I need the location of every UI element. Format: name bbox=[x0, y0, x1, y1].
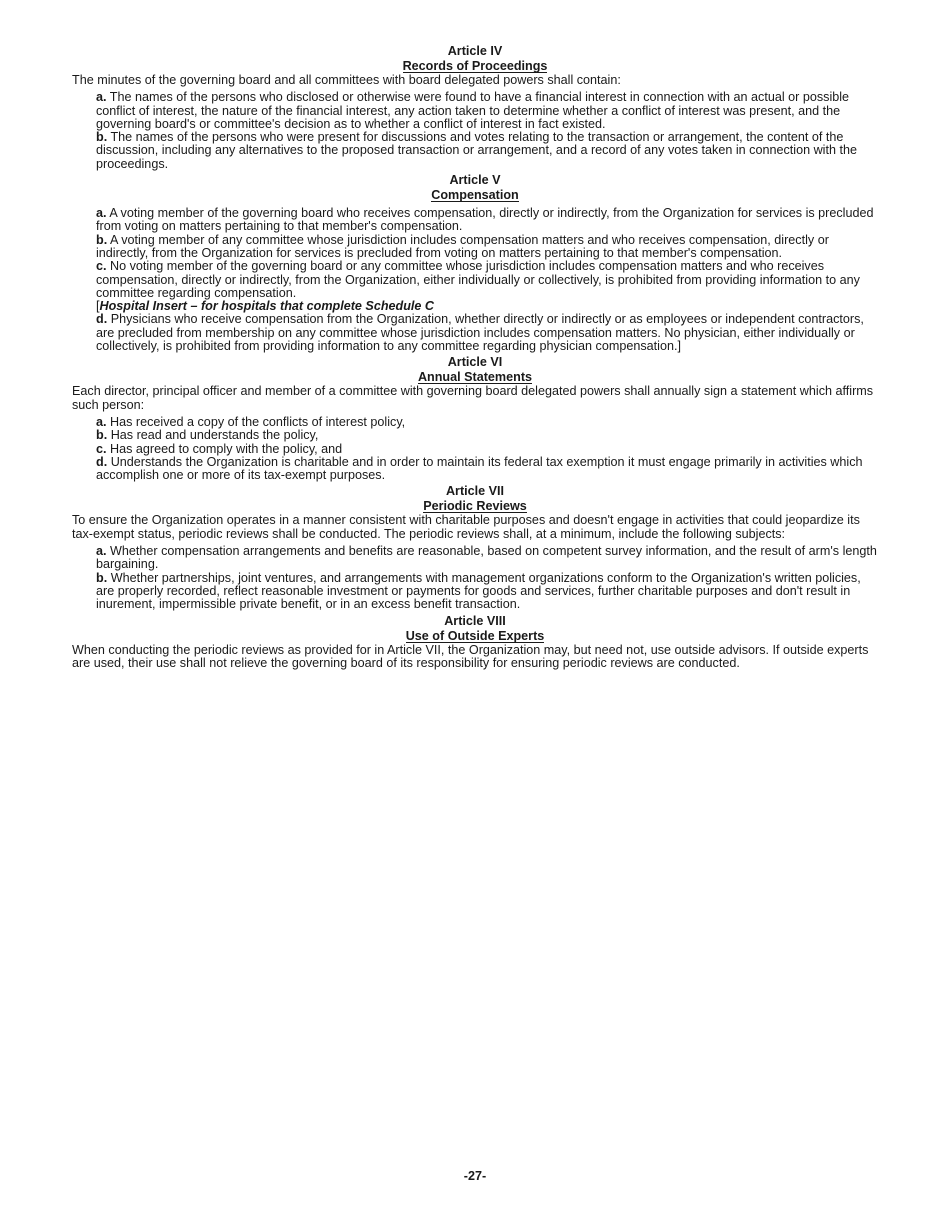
item-label: c. bbox=[96, 441, 107, 456]
list-item bbox=[96, 207, 878, 234]
item-text: Physicians who receive compensation from the Organization, whether directly or indirectly or as employees or independent contractors, are precluded from membership on any committee whose jurisdiction includes compensation matters. No physician, either individually or collectively, is prohibited from providing information to any committee regarding physician compensation.] bbox=[96, 312, 864, 354]
article-subtitle: Periodic Reviews bbox=[423, 499, 527, 514]
item-text: The names of the persons who were present for discussions and votes relating to the transaction or arrangement, the content of the discussion, including any alternatives to the proposed transaction or arrangement, and a record of any votes taken in connection with the proceedings. bbox=[96, 130, 857, 171]
item-text: The names of the persons who disclosed or otherwise were found to have a financial interest in connection with an actual or possible conflict of interest, the nature of the financial interest, any action taken to determine whether a conflict of interest was present, and the governing board's or committee's decision as to whether a conflict of interest in fact existed. bbox=[96, 90, 850, 131]
item-label: b. bbox=[96, 232, 108, 247]
article-v bbox=[72, 173, 878, 353]
article-iv bbox=[72, 44, 878, 171]
item-text: A voting member of the governing board who receives compensation, directly or indirectly, from the Organization for services is precluded from voting on matters pertaining to that member's compensation. bbox=[96, 206, 874, 234]
document-page bbox=[72, 44, 878, 670]
article-subtitle: Records of Proceedings bbox=[402, 59, 548, 73]
item-label: a. bbox=[96, 544, 107, 559]
item-label: a. bbox=[96, 414, 107, 429]
article-intro: Each director, principal officer and member of a committee with governing board delegated powers shall annually sign a statement which affirms such person: bbox=[72, 384, 874, 412]
article-intro: When conducting the periodic reviews as provided for in Article VII, the Organization may, but need not, use outside advisors. If outside experts are used, their use shall not relieve the governing board of its responsibility for ensuring periodic reviews are conducted. bbox=[72, 642, 869, 670]
list-item bbox=[96, 545, 878, 572]
list-item bbox=[96, 456, 878, 483]
list-item bbox=[96, 429, 878, 442]
item-text: Whether partnerships, joint ventures, and arrangements with management organizations conform to the Organization's written policies, are properly recorded, reflect reasonable investment or payments for goods and services, further charitable purposes and don't result in inurement, impermissible private benefit, or in an excess benefit transaction. bbox=[96, 570, 861, 612]
article-list bbox=[96, 416, 878, 482]
item-label: d. bbox=[96, 312, 108, 327]
item-label: b. bbox=[96, 428, 108, 443]
item-text: Has read and understands the policy, bbox=[107, 428, 319, 443]
item-label: a. bbox=[96, 90, 107, 105]
item-text: Has received a copy of the conflicts of interest policy, bbox=[106, 414, 406, 429]
article-title: Article VII bbox=[445, 484, 505, 499]
article-viii bbox=[72, 614, 878, 671]
article-intro: To ensure the Organization operates in a manner consistent with charitable purposes and doesn't engage in activities that could jeopardize its tax-exempt status, periodic reviews shall be conducted. The periodic reviews shall, at a minimum, include the following subjects: bbox=[72, 513, 860, 541]
article-title: Article IV bbox=[447, 44, 503, 58]
item-text: A voting member of any committee whose jurisdiction includes compensation matters and who receives compensation, directly or indirectly, from the Organization for services is precluded from voting on matters pertaining to that member's compensation. bbox=[96, 232, 829, 260]
article-title: Article V bbox=[449, 173, 501, 188]
article-subtitle: Compensation bbox=[431, 188, 519, 203]
list-item bbox=[96, 572, 878, 612]
list-item bbox=[96, 131, 878, 171]
list-item bbox=[96, 91, 878, 131]
article-title: Article VI bbox=[447, 355, 503, 370]
item-label: b. bbox=[96, 130, 108, 145]
item-text: Has agreed to comply with the policy, and bbox=[106, 441, 343, 456]
article-intro: The minutes of the governing board and all committees with board delegated powers shall contain: bbox=[72, 73, 621, 87]
item-label: b. bbox=[96, 570, 108, 585]
list-item bbox=[96, 416, 878, 429]
article-title: Article VIII bbox=[444, 613, 506, 628]
article-subtitle: Annual Statements bbox=[417, 370, 533, 385]
article-list bbox=[96, 545, 878, 611]
item-text: Whether compensation arrangements and benefits are reasonable, based on competent survey information, and the result of arm's length bargaining. bbox=[96, 544, 877, 572]
list-item bbox=[96, 443, 878, 456]
item-text: No voting member of the governing board or any committee whose jurisdiction includes compensation matters and who receives compensation, directly or indirectly, from the Organization, either individually or collectively, is prohibited from providing information to any committee regarding compensation. bbox=[96, 259, 860, 300]
page-number: -27- bbox=[463, 1169, 487, 1183]
article-list bbox=[96, 207, 878, 353]
article-vii bbox=[72, 484, 878, 611]
article-subtitle: Use of Outside Experts bbox=[405, 628, 545, 643]
item-label: d. bbox=[96, 454, 108, 469]
list-item bbox=[96, 313, 878, 353]
list-item bbox=[96, 260, 878, 300]
article-vi bbox=[72, 355, 878, 482]
item-label: c. bbox=[96, 259, 107, 274]
hospital-insert-heading: [Hospital Insert – for hospitals that complete Schedule C bbox=[96, 299, 434, 314]
article-list bbox=[96, 91, 878, 171]
item-text: Understands the Organization is charitable and in order to maintain its federal tax exemption it must engage primarily in activities which accomplish one or more of its tax-exempt purposes. bbox=[96, 454, 863, 483]
item-label: a. bbox=[96, 206, 107, 221]
list-item bbox=[96, 234, 878, 261]
